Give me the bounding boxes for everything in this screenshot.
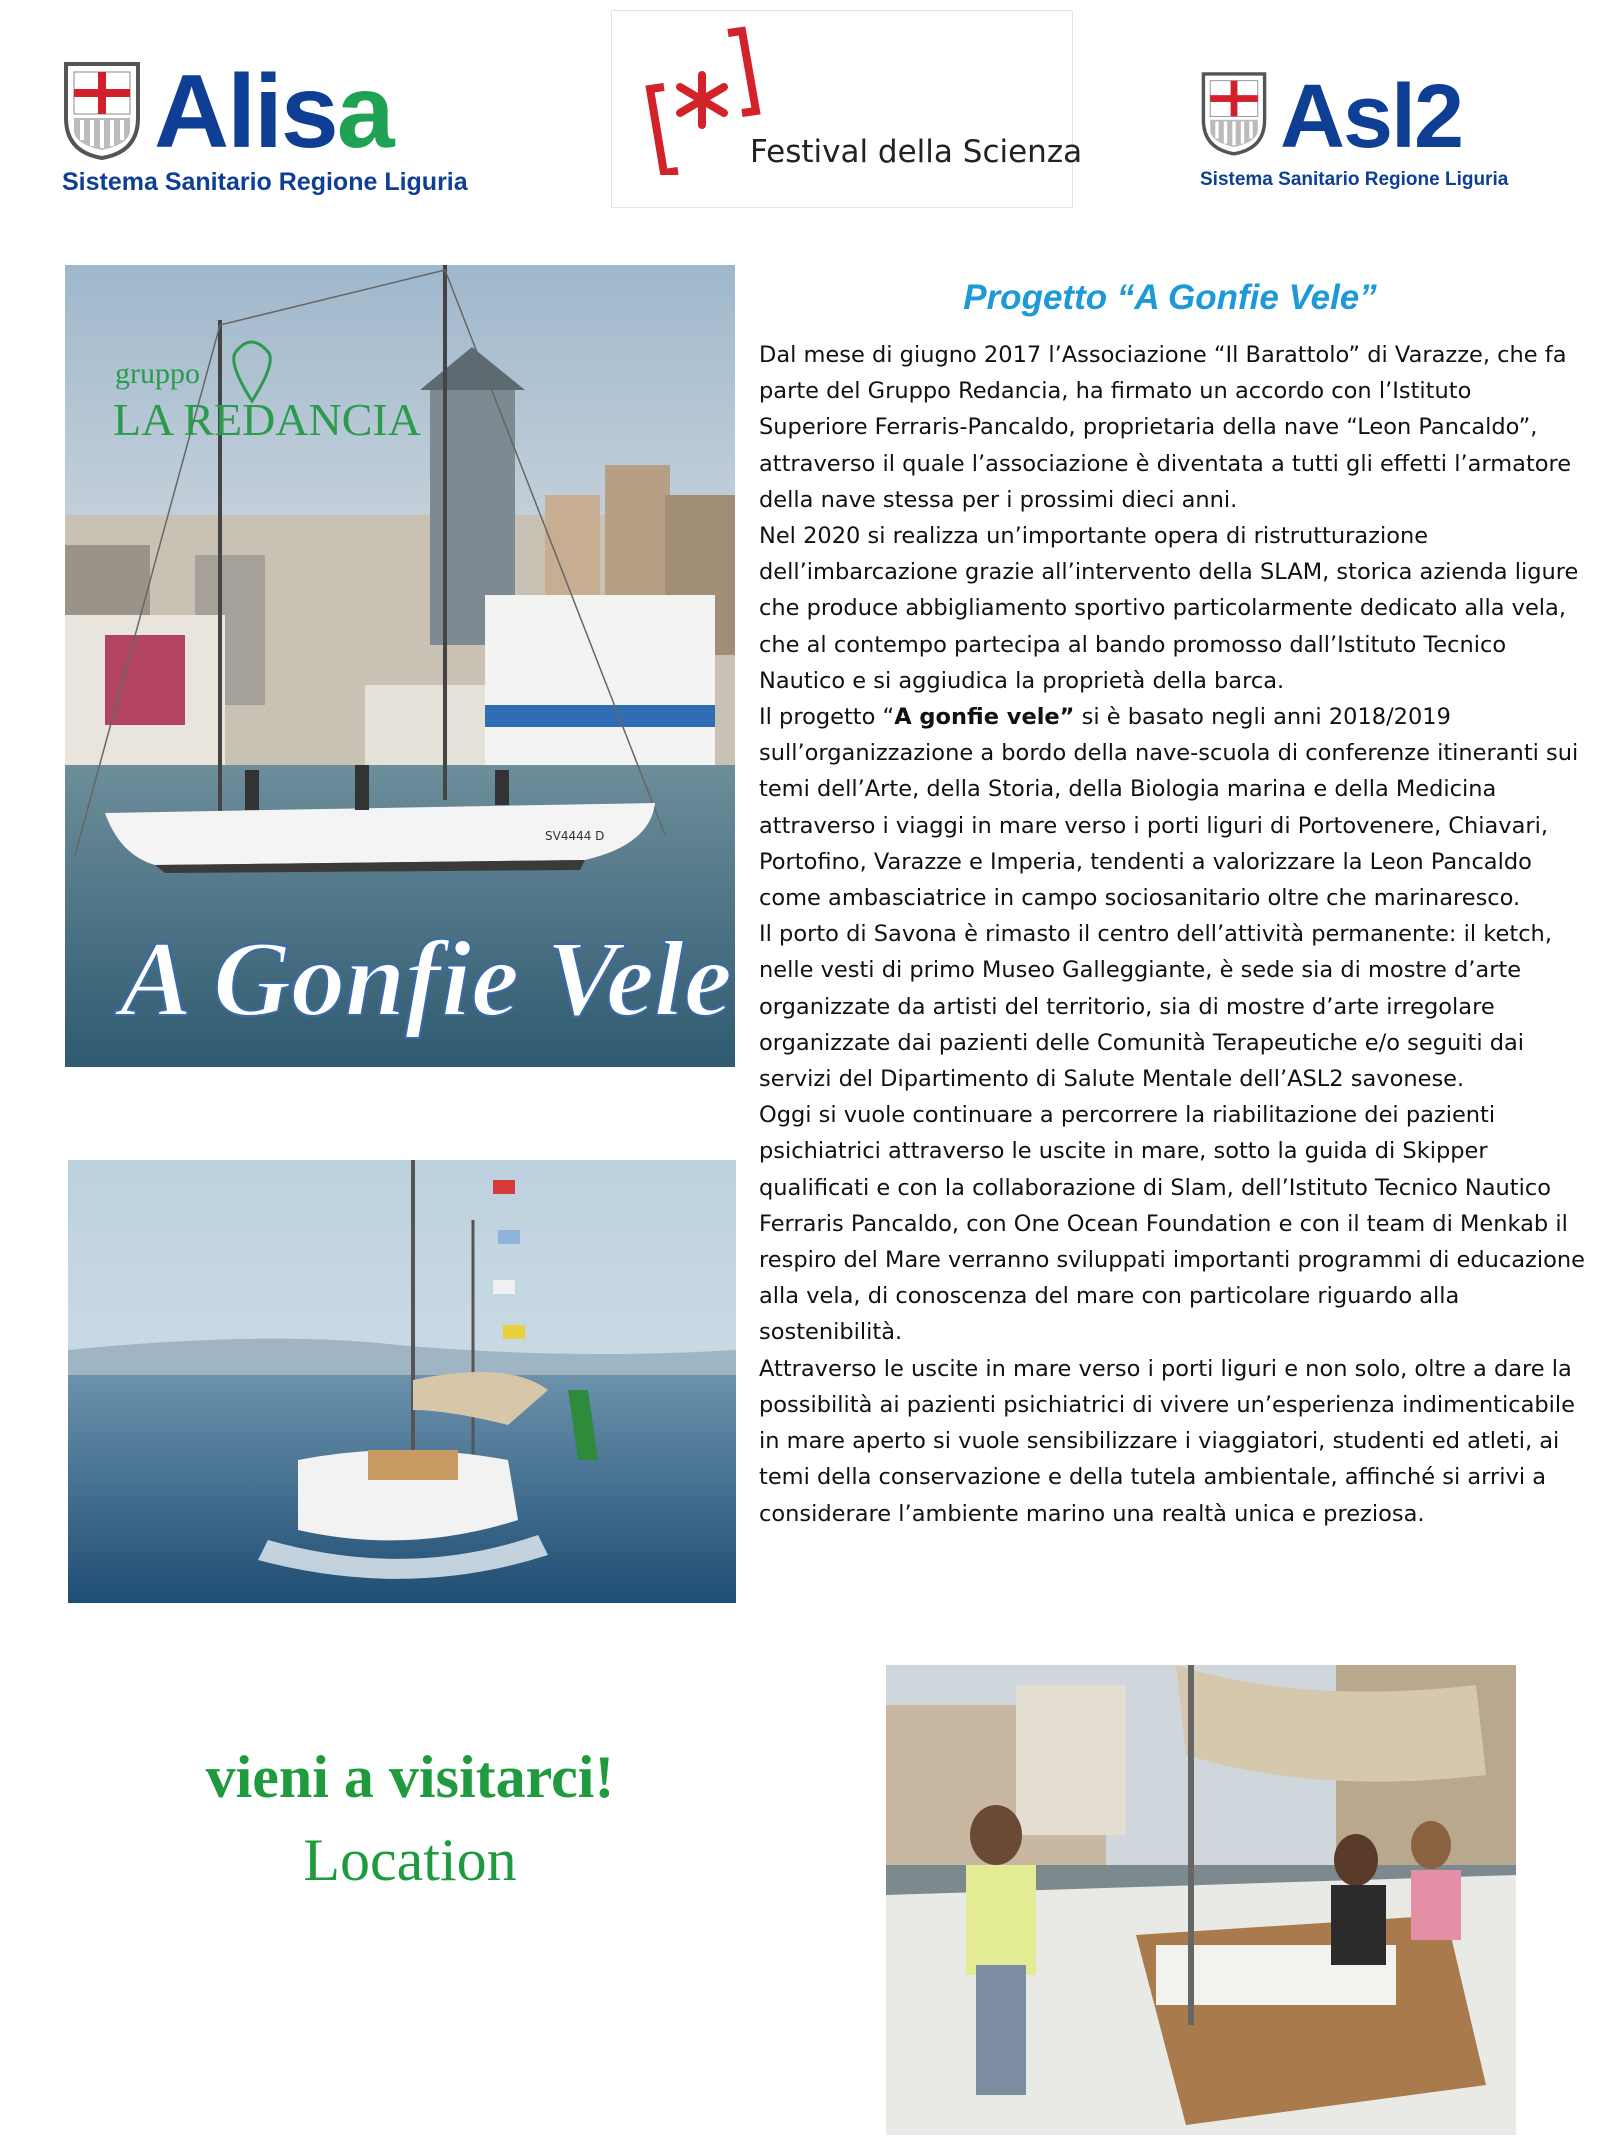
article-paragraph: Attraverso le uscite in mare verso i porti liguri e non solo, oltre a dare la possibilità ai pazienti psichiatrici di vivere un’esperienza indimenticabile in mare aperto si vuole sensibilizzare i viaggiatori, studenti ed atleti, ai temi della conservazione e della tutela ambientale, affinché si arrivi a considerare l’ambiente marino una realtà unica e preziosa. — [759, 1355, 1576, 1527]
alisa-wordmark-last: a — [336, 54, 393, 170]
festival-name: Festival della Scienza — [750, 134, 1083, 170]
article-paragraph: Il porto di Savona è rimasto il centro dell’attività permanente: il ketch, nelle vesti di primo Museo Galleggiante, è sede sia di mostre d’arte organizzate da artisti del territorio, sia di mostre d’arte irregolare organizzate dai pazienti delle Comunità Terapeutiche e/o seguiti dai servizi del Dipartimento di Salute Mentale dell’ASL2 savonese. — [759, 921, 1552, 1093]
article-body — [759, 337, 1587, 1532]
deck-visit-photo — [886, 1665, 1516, 2135]
article-paragraph: Dal mese di giugno 2017 l’Associazione “Il Barattolo” di Varazze, che fa parte del Gruppo Redancia, ha firmato un accordo con l’Istituto Superiore Ferraris-Pancaldo, proprietaria della nave “Leon Pancaldo”, attraverso il quale l’associazione è diventata a tutti gli effetti l’armatore della nave stessa per i prossimi dieci anni. — [759, 342, 1572, 513]
festival-logo — [611, 10, 1083, 208]
poster-group-label: gruppo — [115, 357, 200, 390]
alisa-logo — [62, 54, 482, 198]
hull-registration: SV4444 D — [545, 829, 605, 843]
alisa-subtitle: Sistema Sanitario Regione Liguria — [62, 168, 468, 196]
visit-us-heading: vieni a visitarci! — [205, 1744, 615, 1810]
alisa-wordmark-main: Alis — [154, 54, 337, 170]
asl2-subtitle: Sistema Sanitario Regione Liguria — [1200, 169, 1509, 190]
paragraph-text: Il progetto “ — [759, 704, 895, 731]
article-paragraph: Oggi si vuole continuare a percorrere la riabilitazione dei pazienti psichiatrici attraverso le uscite in mare, sotto la guida di Skipper qualificati e con la collaborazione di Slam, dell’Istituto Tecnico Nautico Ferraris Pancaldo, con One Ocean Foundation e con il team di Menkab il respiro del Mare verranno sviluppati importanti programmi di educazione alla vela, di conoscenza del mare con particolare riguardo alla sostenibilità. — [759, 1102, 1585, 1346]
alisa-wordmark — [154, 54, 393, 170]
poster-photo — [65, 265, 735, 1067]
project-name-bold: A gonfie vele” — [894, 704, 1075, 731]
asl2-logo — [1200, 67, 1530, 190]
asl2-wordmark: Asl2 — [1280, 67, 1463, 167]
location-link[interactable]: Location — [303, 1827, 517, 1893]
liguria-shield-icon — [1200, 70, 1268, 156]
poster-title: A Gonfie Vele — [120, 920, 732, 1039]
poster-group-name: LA REDANCIA — [113, 394, 421, 445]
article-paragraph — [759, 699, 1587, 916]
liguria-shield-icon — [62, 60, 142, 160]
article-paragraph: Nel 2020 si realizza un’importante opera di ristrutturazione dell’imbarcazione grazie all’intervento della SLAM, storica azienda ligure che produce abbigliamento sportivo particolarmente dedicato alla vela, che al contempo partecipa al bando promosso dall’Istituto Tecnico Nautico e si aggiudica la proprietà della barca. — [759, 523, 1579, 694]
paragraph-text: si è basato negli anni 2018/2019 sull’organizzazione a bordo della nave-scuola di conferenze itineranti sui temi dell’Arte, della Storia, della Biologia marina e della Medicina attraverso i viaggi in mare verso i porti liguri di Portovenere, Chiavari, Portofino, Varazze e Imperia, tendenti a valorizzare la Leon Pancaldo come ambasciatrice in campo sociosanitario oltre che marinaresco. — [759, 704, 1579, 912]
article-title: Progetto “A Gonfie Vele” — [963, 278, 1377, 317]
sailboat-at-sea-photo — [68, 1160, 736, 1603]
